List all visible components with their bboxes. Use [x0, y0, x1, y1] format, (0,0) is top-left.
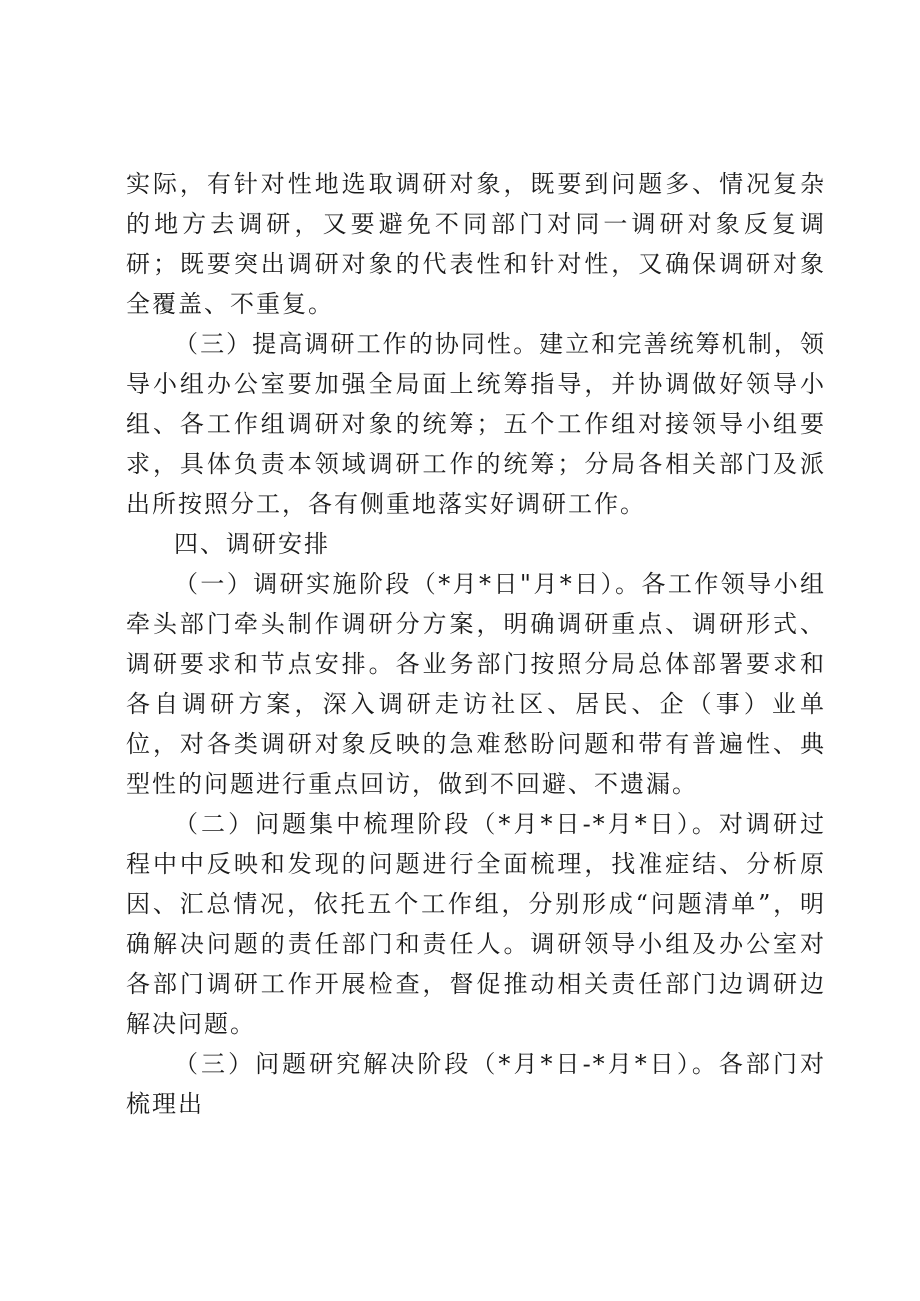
paragraph-review-stage: （二）问题集中梳理阶段（*月*日-*月*日）。对调研过程中中反映和发现的问题进行全面梳理，找准症结、分析原因、汇总情况，依托五个工作组，分别形成“问题清单”，明确解决问题的责任部门和责任人。调研领导小组及办公室对各部门调研工作开展检查，督促推动相关责任部门边调研边解决问题。 — [126, 810, 826, 1038]
paragraph-implementation-stage: （一）调研实施阶段（*月*日"月*日）。各工作领导小组牵头部门牵头制作调研分方案，明确调研重点、调研形式、调研要求和节点安排。各业务部门按照分局总体部署要求和各自调研方案，深入调研走访社区、居民、企（事）业单位，对各类调研对象反映的急难愁盼问题和带有普遍性、典型性的问题进行重点回访，做到不回避、不遗漏。 — [126, 570, 826, 798]
paragraph-continuation: 实际，有针对性地选取调研对象，既要到问题多、情况复杂的地方去调研，又要避免不同部门对同一调研对象反复调研；既要突出调研对象的代表性和针对性，又确保调研对象全覆盖、不重复。 — [126, 170, 826, 318]
paragraph-collaboration: （三）提高调研工作的协同性。建立和完善统筹机制，领导小组办公室要加强全局面上统筹指导，并协调做好领导小组、各工作组调研对象的统筹；五个工作组对接领导小组要求，具体负责本领域调研工作的统筹；分局各相关部门及派出所按照分工，各有侧重地落实好调研工作。 — [126, 330, 826, 518]
document-body — [126, 164, 826, 1124]
section-heading-arrangement: 四、调研安排 — [174, 530, 330, 558]
paragraph-resolution-stage: （三）问题研究解决阶段（*月*日-*月*日）。各部门对梳理出 — [126, 1050, 826, 1118]
